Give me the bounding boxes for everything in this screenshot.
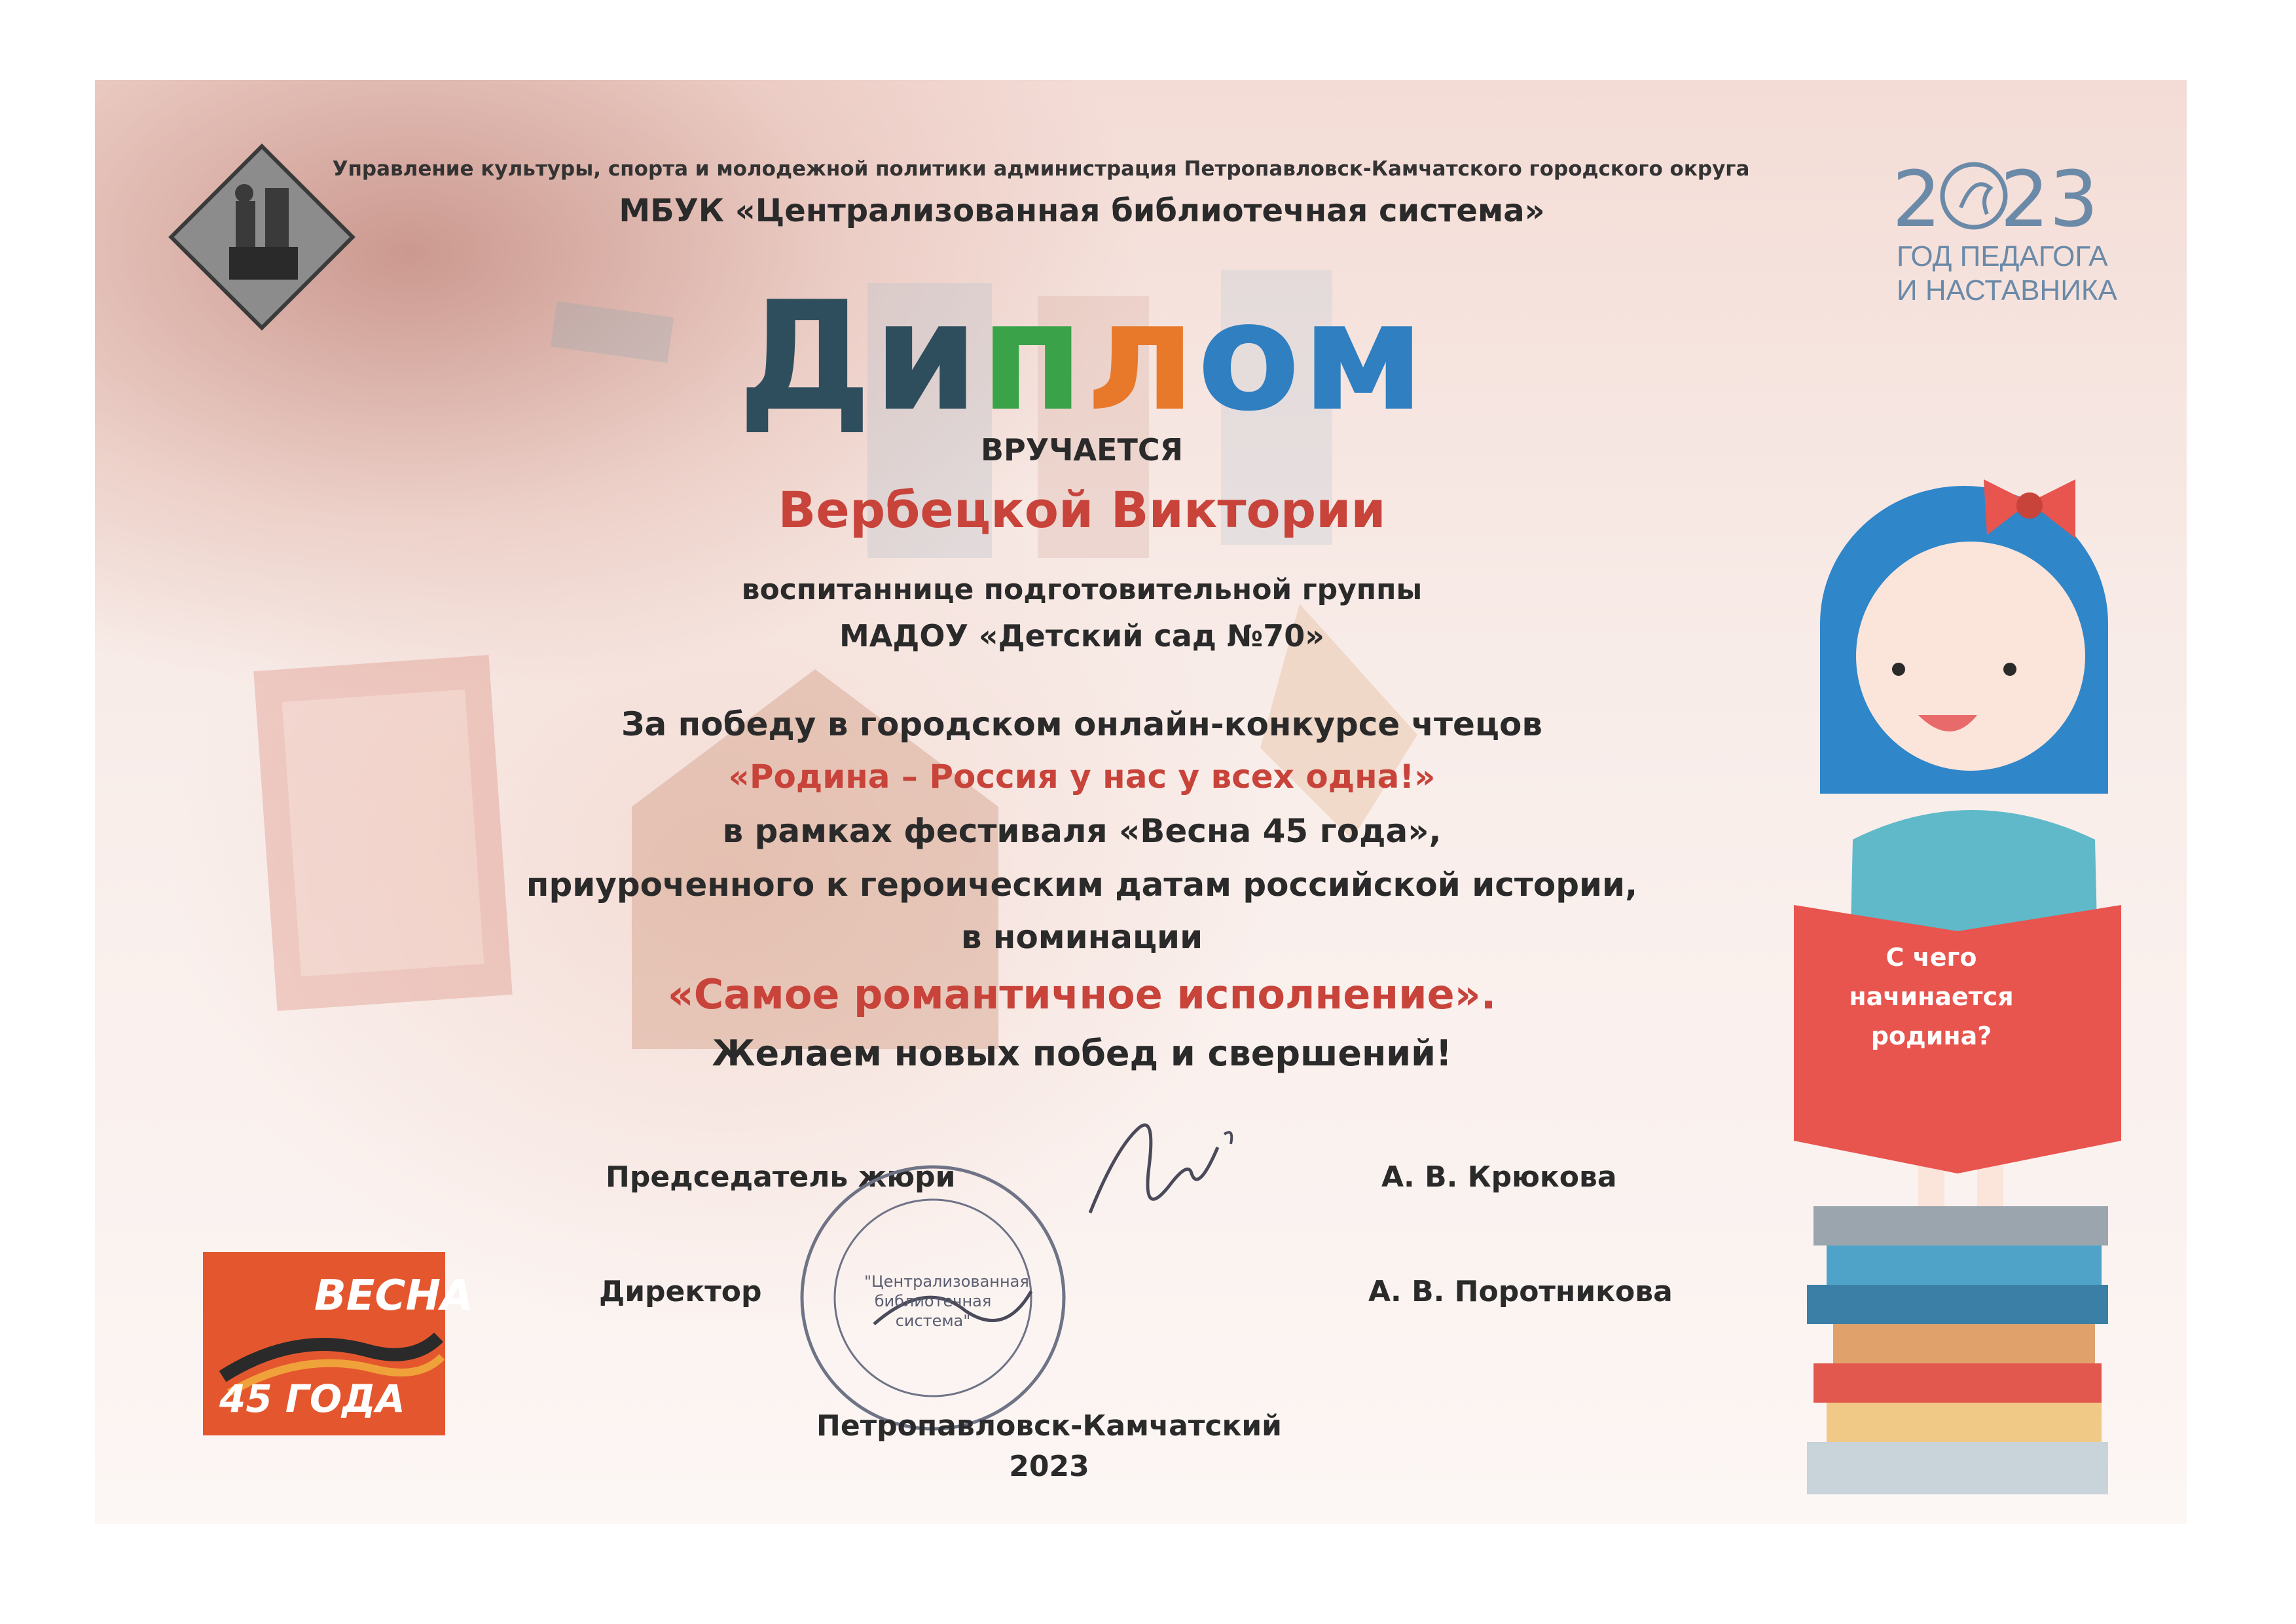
reason-line3: в рамках фестиваля «Весна 45 года», [722, 812, 1442, 850]
reason-line1: За победу в городском онлайн-конкурсе чтецов [621, 705, 1542, 743]
chair-signature [1077, 1108, 1247, 1232]
recipient-role: воспитаннице подготовительной группы [741, 573, 1423, 606]
year-logo-line1: ГОД ПЕДАГОГА [1897, 240, 2108, 272]
nomination-name: «Самое романтичное исполнение». [667, 970, 1497, 1018]
organization-line: Управление культуры, спорта и молодежной политики администрация Петропавловск-Камчатского городского округа [332, 157, 1750, 181]
title-letter: о [1197, 270, 1302, 445]
reason-line5: в номинации [960, 918, 1203, 956]
stamp-center-text: "Централизованная библиотечная система" [864, 1272, 1029, 1330]
reason-line4: приуроченного к героическим датам российской истории, [526, 866, 1638, 904]
chair-label: Председатель жюри [606, 1160, 956, 1194]
title-letter: Д [737, 270, 873, 445]
title-letter: м [1302, 270, 1427, 445]
title-letter: и [873, 270, 980, 445]
vesna-45-logo [203, 1252, 473, 1435]
year-right-digits: 23 [2000, 154, 2098, 234]
footer-year: 2023 [1009, 1450, 1089, 1483]
recipient-name: Вербецкой Виктории [778, 481, 1386, 539]
library-name: МБУК «Централизованная библиотечная система» [619, 193, 1545, 229]
presented-label: ВРУЧАЕТСЯ [981, 432, 1183, 468]
recipient-school: МАДОУ «Детский сад №70» [839, 618, 1324, 654]
chair-name: А. В. Крюкова [1381, 1160, 1617, 1194]
vesna-logo-line1: ВЕСНА [314, 1272, 473, 1320]
book-text: С чего начинается родина? [1849, 943, 2014, 1050]
contest-name: «Родина – Россия у нас у всех одна!» [728, 758, 1436, 796]
diploma-sheet [95, 80, 2187, 1524]
footer-city: Петропавловск-Камчатский [816, 1409, 1282, 1443]
wish-line: Желаем новых побед и свершений! [712, 1033, 1452, 1074]
director-label: Директор [599, 1275, 762, 1308]
year-logo-line2: И НАСТАВНИКА [1897, 274, 2117, 306]
year-left-digit: 2 [1892, 154, 1942, 234]
director-name: А. В. Поротникова [1368, 1275, 1673, 1308]
diploma-title [95, 270, 2128, 445]
vesna-logo-line2: 45 ГОДА [219, 1376, 405, 1421]
title-letter: п [979, 270, 1085, 445]
title-letter: л [1085, 270, 1197, 445]
